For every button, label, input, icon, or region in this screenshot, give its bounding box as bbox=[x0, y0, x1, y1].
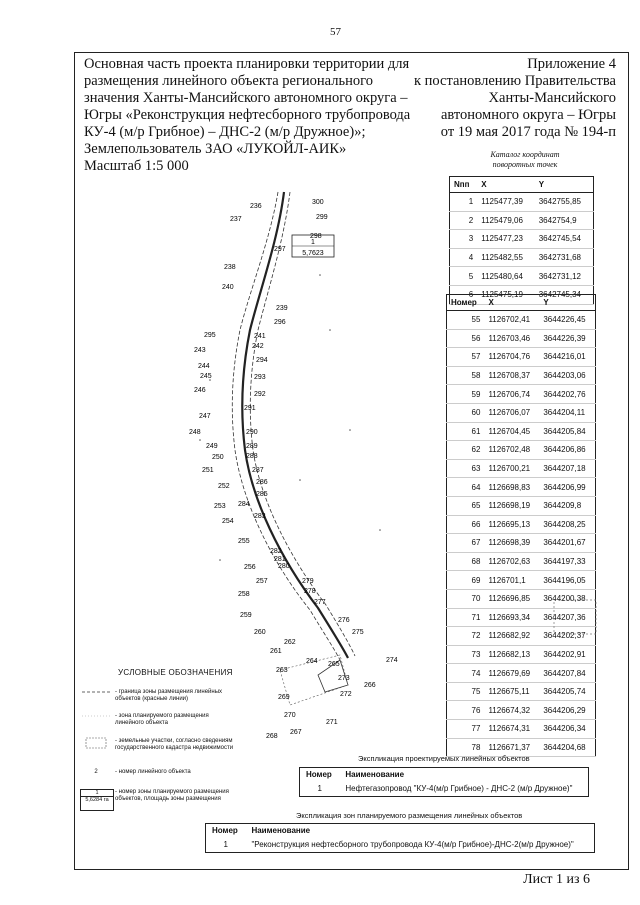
table-cell: 3644206,99 bbox=[539, 478, 595, 497]
table-cell: 3 bbox=[450, 230, 478, 249]
legend-title: УСЛОВНЫЕ ОБОЗНАЧЕНИЯ bbox=[118, 668, 233, 677]
table-cell: 57 bbox=[447, 348, 485, 367]
map-point-label: 249 bbox=[206, 443, 218, 450]
table-row bbox=[447, 496, 596, 515]
table-cell: 3642731,12 bbox=[535, 267, 594, 286]
map-point-label: 276 bbox=[338, 617, 350, 624]
table-cell: 3644202,91 bbox=[539, 645, 595, 664]
legend-line-number-symbol: 2 bbox=[94, 769, 98, 775]
legend-item: - номер линейного объекта bbox=[115, 769, 191, 775]
map-point-label: 239 bbox=[276, 305, 288, 312]
table-cell: 5 bbox=[450, 267, 478, 286]
legend-item: - граница зоны размещения линейных объектов (красные линии) bbox=[115, 689, 223, 702]
table-cell: 3644208,25 bbox=[539, 515, 595, 534]
table-cell: 3644203,06 bbox=[539, 366, 595, 385]
table-cell: "Реконструкция нефтесборного трубопровода КУ-4(м/р Грибное)-ДНС-2(м/р Дружное)" bbox=[251, 840, 574, 849]
table-row bbox=[447, 422, 596, 441]
coordinates-table-2 bbox=[446, 294, 596, 757]
appendix-line: Приложение 4 bbox=[527, 56, 616, 72]
table-row bbox=[447, 459, 596, 478]
legend-item: - номер зоны планируемого размещения объектов, площадь зоны размещения bbox=[115, 789, 229, 802]
table-cell: 3644216,01 bbox=[539, 348, 595, 367]
map-point-label: 270 bbox=[284, 712, 296, 719]
map-point-label: 271 bbox=[326, 719, 338, 726]
map-point-label: 237 bbox=[230, 216, 242, 223]
table-cell: 64 bbox=[447, 478, 485, 497]
map-point-label: 268 bbox=[266, 733, 278, 740]
map-point-label: 241 bbox=[254, 333, 266, 340]
table-row bbox=[447, 664, 596, 683]
map-point-label: 253 bbox=[214, 503, 226, 510]
table-cell: 75 bbox=[447, 682, 485, 701]
map-point-label: 293 bbox=[254, 374, 266, 381]
map-point-label: 291 bbox=[244, 405, 256, 412]
table-row bbox=[450, 267, 594, 286]
map-point-label: 295 bbox=[204, 332, 216, 339]
map-point-label: 251 bbox=[202, 467, 214, 474]
table-row bbox=[447, 682, 596, 701]
table-cell: 3644200,38 bbox=[539, 589, 595, 608]
map-point-label: 288 bbox=[246, 453, 258, 460]
table-row bbox=[447, 348, 596, 367]
map-point-label: 289 bbox=[246, 443, 258, 450]
table-cell: 61 bbox=[447, 422, 485, 441]
map-point-label: 275 bbox=[352, 629, 364, 636]
map-point-label: 287 bbox=[252, 467, 264, 474]
map-point-label: 265 bbox=[328, 661, 340, 668]
table-cell: 2 bbox=[450, 211, 478, 230]
table-cell: 62 bbox=[447, 441, 485, 460]
table-cell: 1126674,32 bbox=[484, 701, 539, 720]
map-point-labels bbox=[189, 199, 398, 740]
table-cell: 1125482,55 bbox=[477, 248, 535, 267]
table-cell: 1126679,69 bbox=[484, 664, 539, 683]
table-row bbox=[447, 366, 596, 385]
zone-boundary-line bbox=[232, 192, 340, 660]
table-row bbox=[447, 534, 596, 553]
table-cell: 3644204,68 bbox=[539, 738, 595, 757]
table-row bbox=[450, 248, 594, 267]
table-cell: 1126682,92 bbox=[484, 627, 539, 646]
scale-label: Масштаб 1:5 000 bbox=[84, 158, 189, 174]
land-user: Землепользователь ЗАО «ЛУКОЙЛ-АИК» bbox=[84, 141, 347, 157]
table-cell: 68 bbox=[447, 552, 485, 571]
zone-number: 1 bbox=[311, 239, 315, 246]
table-cell: 6 bbox=[450, 285, 478, 304]
map-point-label: 296 bbox=[274, 319, 286, 326]
table-cell: 1126702,48 bbox=[484, 441, 539, 460]
table-row bbox=[447, 645, 596, 664]
table-cell: 1126702,41 bbox=[484, 311, 539, 330]
map-point-label: 242 bbox=[252, 343, 264, 350]
table-row bbox=[447, 571, 596, 590]
legend-plot-symbol bbox=[86, 738, 106, 748]
table-cell: 1126706,74 bbox=[484, 385, 539, 404]
table-row bbox=[447, 552, 596, 571]
col-header: Nпп bbox=[450, 177, 478, 193]
map-point-label: 244 bbox=[198, 363, 210, 370]
map-point-label: 283 bbox=[254, 513, 266, 520]
table-cell: 1126700,21 bbox=[484, 459, 539, 478]
table-row bbox=[447, 441, 596, 460]
map-point-label: 245 bbox=[200, 373, 212, 380]
expl2-table bbox=[205, 823, 595, 853]
map-point-label: 299 bbox=[316, 214, 328, 221]
legend-item: - земельные участки, согласно сведениям государственного кадастра недвижимости bbox=[115, 738, 234, 751]
col-header: Y bbox=[539, 295, 595, 311]
map-point-label: 280 bbox=[278, 563, 290, 570]
map-point-label: 267 bbox=[290, 729, 302, 736]
table-cell: 76 bbox=[447, 701, 485, 720]
table-row bbox=[447, 478, 596, 497]
map-point-label: 274 bbox=[386, 657, 398, 664]
legend-zone-box bbox=[80, 789, 114, 811]
col-header: Наименование bbox=[345, 770, 405, 779]
table-cell: 1126682,13 bbox=[484, 645, 539, 664]
map-point-label: 259 bbox=[240, 612, 252, 619]
table-row bbox=[450, 211, 594, 230]
table-cell: 3642745,54 bbox=[535, 230, 594, 249]
table-cell: 78 bbox=[447, 738, 485, 757]
table-cell: 1126706,07 bbox=[484, 403, 539, 422]
zone-area: 5,7623 bbox=[302, 250, 324, 257]
map-point-label: 292 bbox=[254, 391, 266, 398]
table-cell: 3644205,84 bbox=[539, 422, 595, 441]
map-point-label: 240 bbox=[222, 284, 234, 291]
map-point-label: 286 bbox=[256, 479, 268, 486]
table-cell: 1 bbox=[450, 193, 478, 212]
table-cell: 3644206,29 bbox=[539, 701, 595, 720]
table-row bbox=[450, 230, 594, 249]
map-point-label: 248 bbox=[189, 429, 201, 436]
table-cell: 74 bbox=[447, 664, 485, 683]
map-point-label: 284 bbox=[238, 501, 250, 508]
table-cell: 72 bbox=[447, 627, 485, 646]
table-row bbox=[450, 193, 594, 212]
col-header: Номер bbox=[447, 295, 485, 311]
appendix-line: автономного округа – Югры bbox=[440, 107, 616, 123]
table-cell: 3644206,34 bbox=[539, 720, 595, 739]
table-cell: 3642754,9 bbox=[535, 211, 594, 230]
table-cell: 1126704,76 bbox=[484, 348, 539, 367]
expl2-caption: Экспликация зон планируемого размещения линейных объектов bbox=[296, 811, 523, 820]
map-point-label: 277 bbox=[314, 599, 326, 606]
table-row bbox=[447, 701, 596, 720]
table-cell: 63 bbox=[447, 459, 485, 478]
map-point-label: 262 bbox=[284, 639, 296, 646]
table-cell: 1125475,19 bbox=[477, 285, 535, 304]
table-cell: 1126708,37 bbox=[484, 366, 539, 385]
map-point-label: 250 bbox=[212, 454, 224, 461]
table-cell: 60 bbox=[447, 403, 485, 422]
table-cell: 1125480,64 bbox=[477, 267, 535, 286]
col-header: X bbox=[477, 177, 535, 193]
map-point-label: 272 bbox=[340, 691, 352, 698]
table-cell: 1125477,39 bbox=[477, 193, 535, 212]
table-cell: 1126698,39 bbox=[484, 534, 539, 553]
map-point-label: 236 bbox=[250, 203, 262, 210]
table-cell: 3642731,68 bbox=[535, 248, 594, 267]
map-point-label: 255 bbox=[238, 538, 250, 545]
map-point-label: 243 bbox=[194, 347, 206, 354]
table-cell: 3644202,76 bbox=[539, 385, 595, 404]
table-cell: 1126674,31 bbox=[484, 720, 539, 739]
map-point-label: 279 bbox=[302, 578, 314, 585]
table-row bbox=[447, 720, 596, 739]
catalog-title: Каталог координат поворотных точек bbox=[490, 150, 560, 169]
table-cell: 67 bbox=[447, 534, 485, 553]
table-cell: 70 bbox=[447, 589, 485, 608]
table-cell: 1125477,23 bbox=[477, 230, 535, 249]
map-point-label: 269 bbox=[278, 694, 290, 701]
legend-item: - зона планируемого размещения линейного объекта bbox=[115, 713, 209, 726]
table-cell: Нефтегазопровод "КУ-4(м/р Грибное) - ДНС-2 (м/р Дружное)" bbox=[345, 784, 573, 793]
legend-zone-box-bottom: 5,6284 га bbox=[85, 797, 109, 803]
table-cell: 55 bbox=[447, 311, 485, 330]
map-point-label: 261 bbox=[270, 648, 282, 655]
table-cell: 4 bbox=[450, 248, 478, 267]
table-cell: 3644196,05 bbox=[539, 571, 595, 590]
map-point-label: 246 bbox=[194, 387, 206, 394]
table-cell: 56 bbox=[447, 329, 485, 348]
table-cell: 1126703,46 bbox=[484, 329, 539, 348]
map-point-label: 256 bbox=[244, 564, 256, 571]
cadastral-plot-right bbox=[552, 598, 600, 638]
table-row bbox=[447, 311, 596, 330]
sheet-label: Лист 1 из 6 bbox=[523, 872, 590, 887]
map-point-label: 278 bbox=[304, 588, 316, 595]
table-cell: 3644197,33 bbox=[539, 552, 595, 571]
table-row bbox=[447, 403, 596, 422]
page-number: 57 bbox=[330, 26, 341, 38]
table-cell: 77 bbox=[447, 720, 485, 739]
table-cell: 73 bbox=[447, 645, 485, 664]
map-point-label: 260 bbox=[254, 629, 266, 636]
appendix-line: от 19 мая 2017 года № 194-п bbox=[440, 124, 616, 140]
table-cell: 3642755,85 bbox=[535, 193, 594, 212]
table-cell: 3644201,67 bbox=[539, 534, 595, 553]
table-cell: 71 bbox=[447, 608, 485, 627]
expl1-caption: Экспликация проектируемых линейных объектов bbox=[358, 754, 530, 763]
table-cell: 1126702,63 bbox=[484, 552, 539, 571]
table-cell: 1 bbox=[223, 840, 228, 849]
expl1-table bbox=[299, 767, 589, 797]
table-cell: 69 bbox=[447, 571, 485, 590]
title-text: Основная часть проекта планировки территории для размещения линейного объекта регионального значения Ханты-Мансийского автономного округа – Югры «Реконструкция нефтесборного трубопровода КУ-4 (м/р Грибное) – ДНС-2 (м/р Дружное)»; bbox=[84, 56, 411, 140]
map-point-label: 257 bbox=[256, 578, 268, 585]
table-cell: 1126695,13 bbox=[484, 515, 539, 534]
table-cell: 59 bbox=[447, 385, 485, 404]
table-cell: 3642745,34 bbox=[535, 285, 594, 304]
map-point-label: 290 bbox=[246, 429, 258, 436]
table-cell: 3644226,45 bbox=[539, 311, 595, 330]
table-cell: 3644206,86 bbox=[539, 441, 595, 460]
table-cell: 1 bbox=[317, 784, 322, 793]
title-block bbox=[84, 56, 414, 175]
map-point-label: 264 bbox=[306, 658, 318, 665]
table-cell: 1125479,06 bbox=[477, 211, 535, 230]
appendix-block bbox=[380, 56, 616, 141]
map-point-label: 258 bbox=[238, 591, 250, 598]
map-point-label: 298 bbox=[310, 233, 322, 240]
appendix-line: к постановлению Правительства bbox=[414, 73, 616, 89]
col-header: Y bbox=[535, 177, 594, 193]
table-cell: 1126698,83 bbox=[484, 478, 539, 497]
appendix-line: Ханты-Мансийского bbox=[488, 90, 616, 106]
table-cell: 1126704,45 bbox=[484, 422, 539, 441]
col-header: Номер bbox=[212, 826, 238, 835]
map-point-label: 294 bbox=[256, 357, 268, 364]
map-point-label: 266 bbox=[364, 682, 376, 689]
map-point-label: 273 bbox=[338, 675, 350, 682]
table-cell: 1126698,19 bbox=[484, 496, 539, 515]
map-point-label: 263 bbox=[276, 667, 288, 674]
table-cell: 3644207,18 bbox=[539, 459, 595, 478]
table-cell: 66 bbox=[447, 515, 485, 534]
table-cell: 3644202,37 bbox=[539, 627, 595, 646]
map-point-label: 285 bbox=[256, 491, 268, 498]
map-point-label: 247 bbox=[199, 413, 211, 420]
table-cell: 1126675,11 bbox=[484, 682, 539, 701]
table-cell: 65 bbox=[447, 496, 485, 515]
table-cell: 3644207,36 bbox=[539, 608, 595, 627]
map-point-label: 300 bbox=[312, 199, 324, 206]
map-point-label: 281 bbox=[274, 556, 286, 563]
table-cell: 3644205,74 bbox=[539, 682, 595, 701]
site-plan-map bbox=[180, 180, 440, 750]
col-header: X bbox=[484, 295, 539, 311]
table-cell: 3644209,8 bbox=[539, 496, 595, 515]
table-cell: 3644204,11 bbox=[539, 403, 595, 422]
table-cell: 3644226,39 bbox=[539, 329, 595, 348]
map-point-label: 252 bbox=[218, 483, 230, 490]
table-cell: 1126696,85 bbox=[484, 589, 539, 608]
coordinates-table-1 bbox=[449, 176, 594, 305]
table-cell: 58 bbox=[447, 366, 485, 385]
pipeline-line bbox=[242, 192, 348, 658]
map-point-label: 254 bbox=[222, 518, 234, 525]
table-row bbox=[447, 329, 596, 348]
table-cell: 1126693,34 bbox=[484, 608, 539, 627]
table-row bbox=[447, 385, 596, 404]
table-cell: 1126701,1 bbox=[484, 571, 539, 590]
table-row bbox=[447, 515, 596, 534]
col-header: Номер bbox=[306, 770, 332, 779]
map-point-label: 297 bbox=[274, 246, 286, 253]
table-cell: 1126671,37 bbox=[484, 738, 539, 757]
map-point-label: 282 bbox=[270, 548, 282, 555]
map-point-label: 238 bbox=[224, 264, 236, 271]
col-header: Наименование bbox=[251, 826, 311, 835]
table-cell: 3644207,84 bbox=[539, 664, 595, 683]
legend-zone-box-top: 1 bbox=[81, 790, 113, 797]
